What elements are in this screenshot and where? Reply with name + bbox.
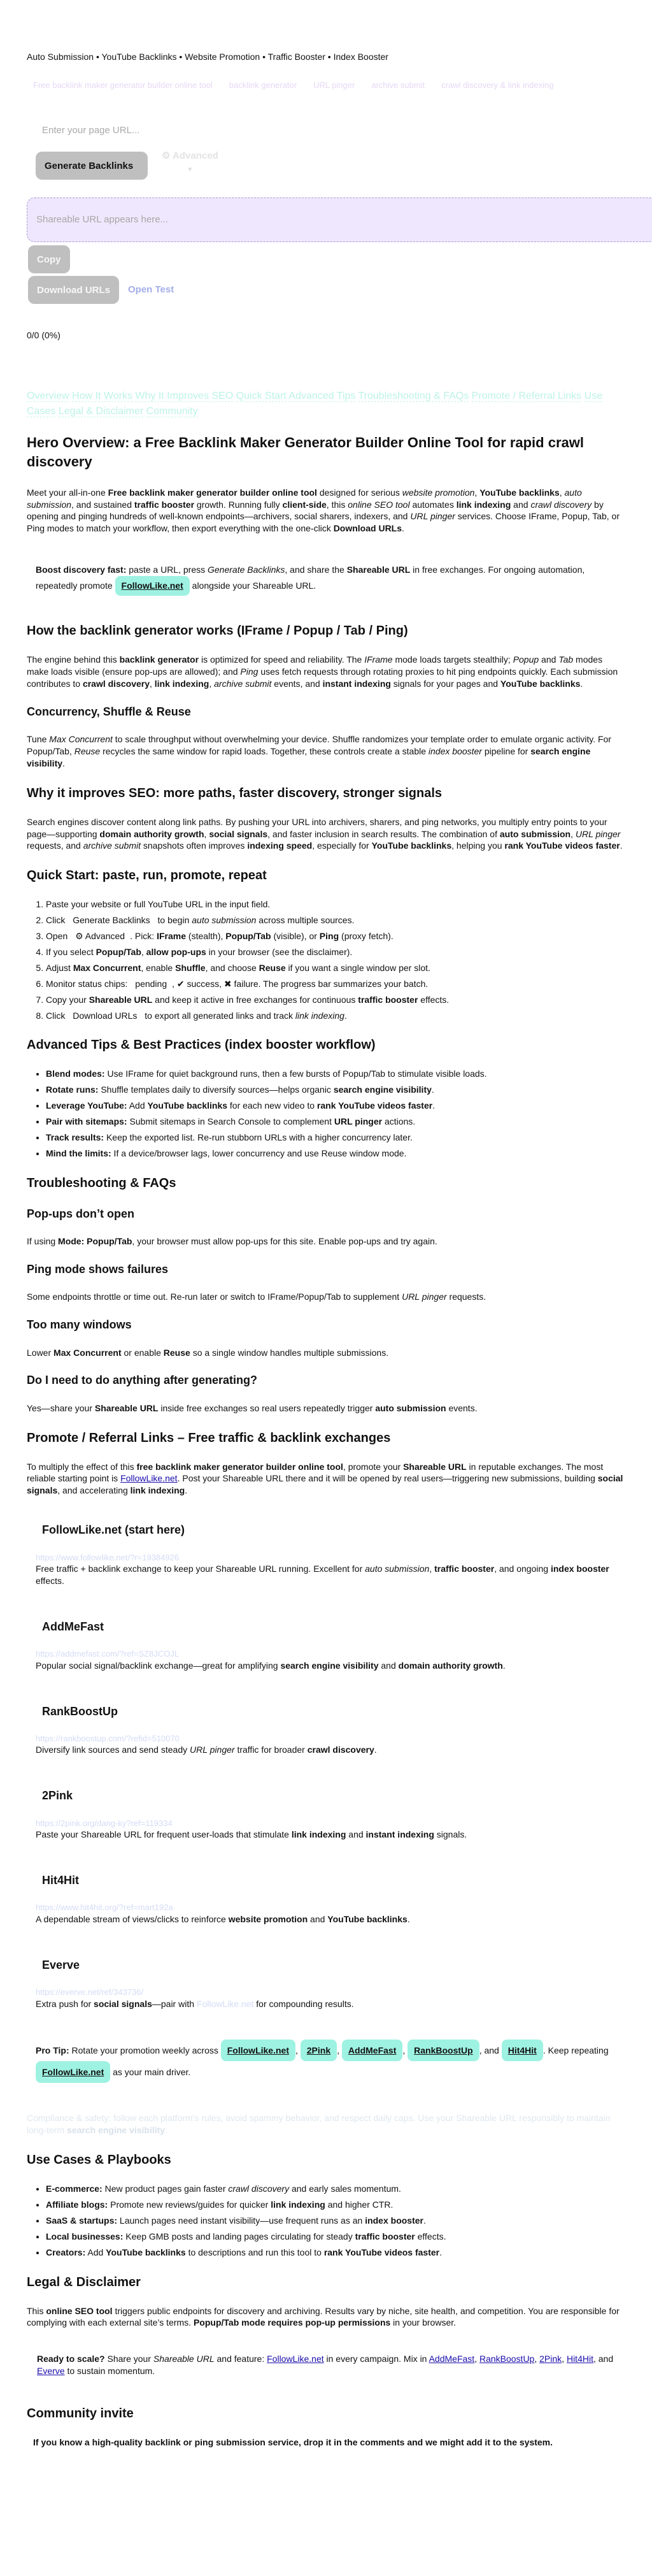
referral-name: Everve bbox=[42, 1958, 80, 1971]
list-item: 8. Click Download URLs to export all generated links and track link indexing. bbox=[46, 1010, 625, 1022]
toc-link-why-seo[interactable]: Why It Improves SEO bbox=[135, 391, 234, 402]
referral-url[interactable]: https://everve.net/ref/343736/ bbox=[36, 1987, 144, 1997]
list-item: • Pair with sitemaps: Submit sitemaps in Search Console to complement URL pinger actions. bbox=[46, 1116, 625, 1128]
hit4hit-chip[interactable]: Hit4Hit bbox=[502, 2040, 543, 2061]
list-item: 2. Click Generate Backlinks to begin auto submission across multiple sources. bbox=[46, 914, 625, 926]
followlike-link[interactable]: FollowLike.net bbox=[196, 1998, 254, 2009]
followlike-chip[interactable]: FollowLike.net bbox=[221, 2040, 295, 2061]
faq-title: Troubleshooting & FAQs bbox=[27, 1176, 176, 1190]
faq-question: Do I need to do anything after generating? bbox=[27, 1374, 258, 1387]
list-item: • Blend modes: Use IFrame for quiet background runs, then a few bursts of Popup/Tab to stimulate visible loads. bbox=[46, 1068, 625, 1080]
list-item: • SaaS & startups: Launch pages need instant visibility—use frequent runs as an index booster. bbox=[46, 2215, 625, 2227]
hero-paragraph: Meet your all-in-one Free backlink maker generator builder online tool designed for serious website promotion, YouTube backlinks, auto submission, and sustained traffic booster growth. Running fully client-side, this online SEO tool automates link indexing and crawl discovery by opening and pinging hundreds of well-known endpoints—archivers, social sharers, indexers, and URL pinger services. Choose IFrame, Popup, Tab, or Ping modes to match your workflow, then export everything with the one-click Download URLs. bbox=[27, 487, 620, 534]
concurrency-paragraph: Tune Max Concurrent to scale throughput without overwhelming your device. Shuffle randomizes your template order to emulate organic activity. For Popup/Tab, Reuse recycles the same window for rapid loads. Together, these controls create a stable index booster pipeline for search engine visibility. bbox=[27, 734, 611, 768]
table-of-contents bbox=[27, 389, 625, 419]
referral-desc: Popular social signal/backlink exchange—great for amplifying search engine visibility and domain authority growth. bbox=[36, 1660, 506, 1671]
copy-button[interactable]: Copy bbox=[28, 245, 70, 273]
status-chip-pending: pending bbox=[135, 978, 167, 989]
referral-desc: Diversify link sources and send steady URL pinger traffic for broader crawl discovery. bbox=[36, 1745, 377, 1755]
toc-link-overview[interactable]: Overview bbox=[27, 391, 69, 402]
download-urls-button[interactable]: Download URLs bbox=[28, 276, 119, 304]
toc-link-quick-start[interactable]: Quick Start bbox=[236, 391, 287, 402]
list-item: 1. Paste your website or full YouTube URL in the input field. bbox=[46, 898, 625, 910]
list-item: • Affiliate blogs: Promote new reviews/guides for quicker link indexing and higher CTR. bbox=[46, 2199, 625, 2211]
toc-link-troubleshooting[interactable]: Troubleshooting & FAQs bbox=[358, 391, 469, 402]
referral-card-everve bbox=[27, 1938, 625, 2023]
keyword-row bbox=[27, 63, 625, 91]
keyword: crawl discovery & link indexing bbox=[441, 80, 554, 90]
list-item: 3. Open ⚙ Advanced . Pick: IFrame (stealth), Popup/Tab (visible), or Ping (proxy fetch). bbox=[46, 930, 625, 942]
keyword: Free backlink maker generator builder online tool bbox=[33, 80, 213, 90]
referral-card-followlike bbox=[27, 1503, 625, 1600]
community-text: If you know a high-quality backlink or ping submission service, drop it in the comments and we might add it to the system. bbox=[33, 2437, 553, 2448]
pro-tip: Pro Tip: Rotate your promotion weekly across FollowLike.net , 2Pink , AddMeFast , RankBoostUp , and Hit4Hit . Keep repeating FollowLike.net as your main driver. bbox=[27, 2023, 625, 2095]
referral-card-addmefast bbox=[27, 1600, 625, 1685]
faq-question: Ping mode shows failures bbox=[27, 1263, 169, 1276]
list-item: • Track results: Keep the exported list. Re-run stubborn URLs with a higher concurrency later. bbox=[46, 1132, 625, 1144]
hero-title: Hero Overview: a Free Backlink Maker Generator Builder Online Tool for rapid crawl discovery bbox=[27, 435, 584, 470]
toc-link-advanced-tips[interactable]: Advanced Tips bbox=[288, 391, 356, 402]
list-item: • Leverage YouTube: Add YouTube backlinks for each new video to rank YouTube videos faster. bbox=[46, 1100, 625, 1112]
everve-link[interactable]: Everve bbox=[37, 2366, 65, 2377]
referral-url[interactable]: https://www.followlike.net/?r=19384926 bbox=[36, 1552, 180, 1562]
boost-callout: Boost discovery fast: paste a URL, press Generate Backlinks, and share the Shareable URL in free exchanges. For ongoing automation, repeatedly promote FollowLike.net alongside your Shareable URL. bbox=[27, 552, 625, 607]
followlike-chip[interactable]: FollowLike.net bbox=[36, 2061, 110, 2083]
referral-name: Hit4Hit bbox=[42, 1874, 79, 1887]
list-item: 7. Copy your Shareable URL and keep it active in free exchanges for continuous traffic booster effects. bbox=[46, 994, 625, 1006]
compliance-note: Compliance & safety: follow each platform's rules, avoid spammy behavior, and respect daily caps. Use your Shareable URL responsibly to maintain long-term search engine visibility. bbox=[27, 2113, 611, 2136]
hit4hit-link[interactable]: Hit4Hit bbox=[566, 2354, 593, 2364]
faq-answer: Lower Max Concurrent or enable Reuse so a single window handles multiple submissions. bbox=[27, 1347, 389, 1358]
toc-link-community[interactable]: Community bbox=[146, 406, 198, 417]
advanced-toggle[interactable] bbox=[162, 150, 218, 174]
referral-card-2pink bbox=[27, 1769, 625, 1853]
chevron-down-icon: ▼ bbox=[187, 166, 194, 173]
addmefast-chip[interactable]: AddMeFast bbox=[342, 2040, 402, 2061]
why-paragraph: Search engines discover content along link paths. By pushing your URL into archivers, sharers, and ping networks, you multiply entry points to your page—supporting domain authority growth, social signals, and faster inclusion in search results. The combination of auto submission, URL pinger requests, and archive submit snapshots often improves indexing speed, especially for YouTube backlinks, helping you rank YouTube videos faster. bbox=[27, 816, 623, 851]
referral-desc: A dependable stream of views/clicks to reinforce website promotion and YouTube backlinks. bbox=[36, 1913, 410, 1924]
download-row bbox=[28, 276, 625, 304]
referral-name: FollowLike.net (start here) bbox=[42, 1523, 185, 1537]
referral-url[interactable]: https://2pink.org/dang-ky?ref=119334 bbox=[36, 1818, 173, 1828]
referral-desc: Extra push for social signals—pair with FollowLike.net for compounding results. bbox=[36, 1998, 354, 2009]
2pink-chip[interactable]: 2Pink bbox=[301, 2040, 337, 2061]
usecases-list bbox=[27, 2183, 625, 2258]
referral-desc: Paste your Shareable URL for frequent user-loads that stimulate link indexing and instant indexing signals. bbox=[36, 1829, 467, 1840]
followlike-link[interactable]: FollowLike.net bbox=[120, 1473, 178, 1484]
toc-link-how-it-works[interactable]: How It Works bbox=[72, 391, 132, 402]
url-input[interactable] bbox=[33, 117, 415, 143]
why-title: Why it improves SEO: more paths, faster discovery, stronger signals bbox=[27, 786, 443, 800]
faq-answer: Some endpoints throttle or time out. Re-run later or switch to IFrame/Popup/Tab to supplement URL pinger requests. bbox=[27, 1292, 486, 1302]
list-item: • Rotate runs: Shuffle templates daily to diversify sources—helps organic search engine visibility. bbox=[46, 1084, 625, 1096]
promote-paragraph: To multiply the effect of this free backlink maker generator builder online tool, promote your Shareable URL in reputable exchanges. The most reliable starting point is FollowLike.net. Post your Shareable URL there and it will be opened by real users—triggering new submissions, building social signals, and accelerating link indexing. bbox=[27, 1461, 623, 1496]
keyword: archive submit bbox=[371, 80, 425, 90]
quickstart-steps bbox=[27, 898, 625, 1021]
ready-callout: Ready to scale? Share your Shareable URL and feature: FollowLike.net in every campaign. Mix in AddMeFast, RankBoostUp, 2Pink, Hit4Hit, and Everve to sustain momentum. bbox=[37, 2354, 614, 2377]
referral-name: RankBoostUp bbox=[42, 1704, 118, 1718]
toc-link-promote[interactable]: Promote / Referral Links bbox=[471, 391, 582, 402]
usecases-title: Use Cases & Playbooks bbox=[27, 2153, 171, 2168]
rankboostup-chip[interactable]: RankBoostUp bbox=[408, 2040, 479, 2061]
keyword: URL pinger bbox=[313, 80, 355, 90]
open-test-link[interactable]: Open Test bbox=[128, 284, 174, 296]
copy-row bbox=[28, 245, 625, 273]
toc-link-use-cases[interactable]: Use Cases bbox=[27, 391, 603, 417]
community-title: Community invite bbox=[27, 2407, 134, 2421]
list-item: 5. Adjust Max Concurrent, enable Shuffle, and choose Reuse if you want a single window per slot. bbox=[46, 962, 625, 974]
followlike-link[interactable]: FollowLike.net bbox=[267, 2354, 324, 2364]
referral-name: 2Pink bbox=[42, 1789, 73, 1802]
faq-answer: Yes—share your Shareable URL inside free exchanges so real users repeatedly trigger auto submission events. bbox=[27, 1402, 478, 1413]
addmefast-link[interactable]: AddMeFast bbox=[429, 2354, 475, 2364]
how-title: How the backlink generator works (IFrame / Popup / Tab / Ping) bbox=[27, 624, 408, 638]
keyword: backlink generator bbox=[229, 80, 297, 90]
tips-title: Advanced Tips & Best Practices (index booster workflow) bbox=[27, 1038, 376, 1053]
rankboostup-link[interactable]: RankBoostUp bbox=[479, 2354, 535, 2364]
faq-answer: If using Mode: Popup/Tab, your browser must allow pop-ups for this site. Enable pop-ups and try again. bbox=[27, 1236, 437, 1247]
referral-desc: Free traffic + backlink exchange to keep your Shareable URL running. Excellent for auto submission, traffic booster, and ongoing index booster effects. bbox=[36, 1564, 609, 1586]
promote-title: Promote / Referral Links – Free traffic & backlink exchanges bbox=[27, 1430, 391, 1445]
list-item: 4. If you select Popup/Tab, allow pop-ups in your browser (see the disclaimer). bbox=[46, 946, 625, 958]
list-item: • Mind the limits: If a device/browser lags, lower concurrency and use Reuse window mode. bbox=[46, 1148, 625, 1160]
list-item: • E-commerce: New product pages gain faster crawl discovery and early sales momentum. bbox=[46, 2183, 625, 2195]
generate-row bbox=[36, 152, 625, 180]
status-chip-success: ✔ success bbox=[176, 978, 220, 989]
list-item: • Local businesses: Keep GMB posts and landing pages circulating for steady traffic booster effects. bbox=[46, 2231, 625, 2243]
shareable-url-output[interactable] bbox=[27, 198, 652, 242]
quickstart-title: Quick Start: paste, run, promote, repeat bbox=[27, 868, 267, 883]
progress-readout: 0/0 (0%) bbox=[27, 330, 60, 341]
referral-url[interactable]: https://www.hit4hit.org/?ref=mart192a bbox=[36, 1903, 173, 1913]
toc-link-legal[interactable]: Legal & Disclaimer bbox=[58, 406, 144, 417]
legal-title: Legal & Disclaimer bbox=[27, 2275, 141, 2289]
faq-question: Too many windows bbox=[27, 1318, 132, 1332]
referral-url[interactable]: https://rankboostup.com/?refid=510070 bbox=[36, 1733, 180, 1743]
legal-paragraph: This online SEO tool triggers public endpoints for discovery and archiving. Results vary by niche, site health, and competition. You are responsible for complying with each external site’s terms. Popup/Tab mode requires pop-up permissions in your browser. bbox=[27, 2305, 620, 2328]
status-chip-failure: ✖ failure bbox=[223, 978, 259, 989]
tagline: Auto Submission • YouTube Backlinks • Website Promotion • Traffic Booster • Index Booster bbox=[27, 52, 388, 62]
concurrency-title: Concurrency, Shuffle & Reuse bbox=[27, 705, 191, 718]
faq-question: Pop-ups don’t open bbox=[27, 1207, 134, 1220]
2pink-link[interactable]: 2Pink bbox=[539, 2354, 562, 2364]
list-item: 6. Monitor status chips: pending , ✔ success, ✖ failure. The progress bar summarizes your batch. bbox=[46, 978, 625, 990]
how-paragraph: The engine behind this backlink generator is optimized for speed and reliability. The IFrame mode loads targets stealthily; Popup and Tab modes make loads visible (ensure pop-ups are allowed); and Ping uses fetch requests through rotating proxies to hit ping endpoints quickly. Each submission contributes to crawl discovery, link indexing, archive submit events, and instant indexing signals for your pages and YouTube backlinks. bbox=[27, 654, 618, 689]
shareable-url-placeholder: Shareable URL appears here... bbox=[36, 214, 169, 226]
tips-list bbox=[27, 1068, 625, 1159]
referral-url[interactable]: https://addmefast.com/?ref=SZ8JCOJL bbox=[36, 1649, 180, 1659]
list-item: • Creators: Add YouTube backlinks to descriptions and run this tool to rank YouTube videos faster. bbox=[46, 2247, 625, 2259]
advanced-label: ⚙ Advanced bbox=[162, 150, 218, 162]
referral-card-rankboostup bbox=[27, 1685, 625, 1769]
generate-backlinks-button[interactable]: Generate Backlinks bbox=[36, 152, 148, 180]
referral-name: AddMeFast bbox=[42, 1620, 104, 1633]
referral-card-hit4hit bbox=[27, 1853, 625, 1938]
followlike-chip[interactable]: FollowLike.net bbox=[115, 576, 190, 596]
